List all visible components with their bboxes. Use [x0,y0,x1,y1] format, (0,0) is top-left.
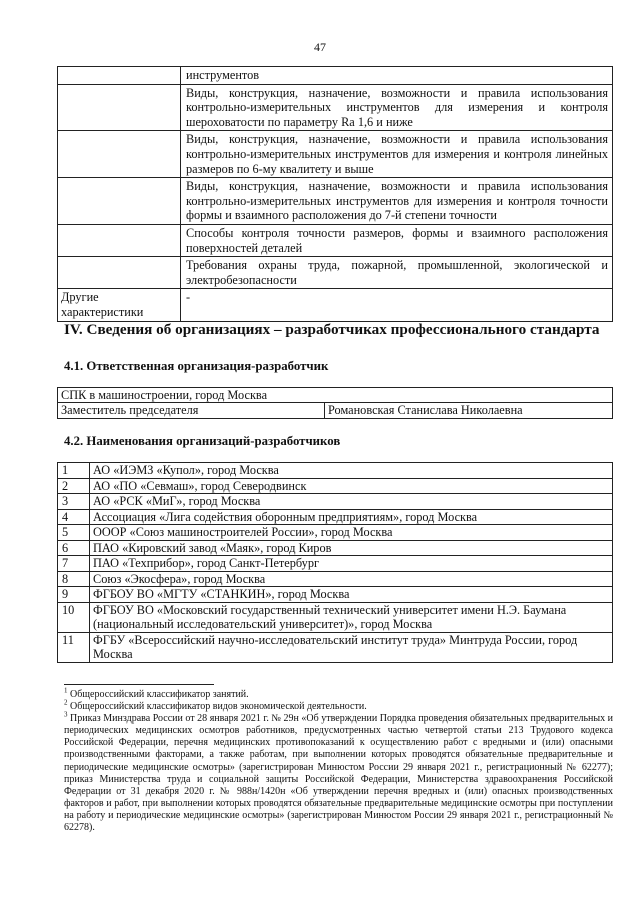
table-row [58,632,613,662]
table-row [58,525,613,541]
table-row [58,478,613,494]
table-row [58,494,613,510]
row-number: 2 [58,478,90,494]
representative-position: Заместитель председателя [58,403,325,418]
subsection-title: 4.1. Ответственная организация-разработчик [64,359,329,373]
table-row [58,587,613,603]
row-number: 10 [58,602,90,632]
organization-name: ФГБУ «Всероссийский научно-исследовательский институт труда» Минтруда России, город Москва [90,632,613,662]
row-number: 8 [58,571,90,587]
table-cell-text: Способы контроля точности размеров, формы и взаимного расположения поверхностей деталей [181,224,613,256]
table-row [58,602,613,632]
row-number: 4 [58,509,90,525]
footnote-text: Общероссийский классификатор занятий. [67,689,249,700]
footnote [64,698,613,713]
table-row [58,224,613,256]
table-cell-text: инструментов [181,67,613,85]
table-cell-label [58,67,181,85]
table-row [58,131,613,178]
table-row [58,540,613,556]
organization-name: ФГБОУ ВО «Московский государственный технический университет имени Н.Э. Баумана (национальный исследовательский университет)», город Москва [90,602,613,632]
footnote-text: Приказ Минздрава России от 28 января 2021 г. № 29н «Об утверждении Порядка проведения обязательных предварительных и периодических медицинских осмотров работников, предусмотренных частью четвертой статьи 213 Трудового кодекса Российской Федерации, перечня медицинских противопоказаний к осуществлению работ с вредными и (или) опасными производственными факторами, а также работам, при выполнении которых проводятся обязательные предварительные и периодические медицинские осмотры» (зарегистрирован Минюстом России 29 января 2021 г., регистрационный № 62277); приказ Министерства труда и социальной защиты Российской Федерации, Министерства здравоохранения Российской Федерации от 31 декабря 2020 г. № 988н/1420н «Об утверждении перечня вредных и (или) опасных производственных факторов и работ, при выполнении которых проводятся обязательные предварительные медицинские осмотры при поступлении на работу и периодические медицинские осмотры» (зарегистрирован Минюстом России 29 января 2021 г., регистрационный № 62278). [64,713,613,834]
table-cell-text: - [181,289,613,321]
table-row [58,67,613,85]
developers-table [57,462,613,663]
organization-name: Союз «Экосфера», город Москва [90,571,613,587]
organization-name: Ассоциация «Лига содействия оборонным предприятиям», город Москва [90,509,613,525]
organization-name: АО «ИЭМЗ «Купол», город Москва [90,463,613,479]
representative-name: Романовская Станислава Николаевна [325,403,613,418]
table-cell-text: Виды, конструкция, назначение, возможности и правила использования контрольно-измерительных инструментов для измерения и контроля точности формы и взаимного расположения до 7-й степени точности [181,178,613,225]
organization-name: ФГБОУ ВО «МГТУ «СТАНКИН», город Москва [90,587,613,603]
table-cell-label [58,131,181,178]
table-cell-text: Виды, конструкция, назначение, возможности и правила использования контрольно-измерительных инструментов для измерения и контроля линейных размеров по 6-му квалитету и выше [181,131,613,178]
footnote-mark: 2 [64,698,68,707]
organization-name: ПАО «Техприбор», город Санкт-Петербург [90,556,613,572]
row-number: 6 [58,540,90,556]
table-row [58,556,613,572]
footnote-divider [64,684,214,685]
table-row [58,509,613,525]
organization-name: АО «РСК «МиГ», город Москва [90,494,613,510]
table-row [58,463,613,479]
subsection-title: 4.2. Наименования организаций-разработчиков [64,434,341,448]
table-row [58,178,613,225]
table-cell-text: Виды, конструкция, назначение, возможности и правила использования контрольно-измерительных инструментов для измерения и контроля шероховатости по параметру Ra 1,6 и ниже [181,84,613,131]
page-number: 47 [314,40,326,54]
table-cell-label [58,178,181,225]
row-number: 5 [58,525,90,541]
qualification-table [57,66,613,322]
table-row [58,289,613,321]
table-row [58,388,613,403]
responsible-organization-table [57,387,613,419]
footnotes [64,686,613,834]
row-number: 1 [58,463,90,479]
organization-name: СПК в машиностроении, город Москва [58,388,613,403]
table-cell-label [58,257,181,289]
organization-name: ПАО «Кировский завод «Маяк», город Киров [90,540,613,556]
footnote-text: Общероссийский классификатор видов экономической деятельности. [67,701,367,713]
row-number: 9 [58,587,90,603]
footnote-mark: 3 [64,710,68,719]
table-cell-label: Другие характеристики [58,289,181,321]
organization-name: АО «ПО «Севмаш», город Северодвинск [90,478,613,494]
table-row [58,571,613,587]
footnote [64,686,613,701]
footnote-mark: 1 [64,686,68,695]
table-cell-label [58,224,181,256]
table-row [58,84,613,131]
row-number: 11 [58,632,90,662]
organization-name: ОООР «Союз машиностроителей России», город Москва [90,525,613,541]
section-title: IV. Сведения об организациях – разработчиках профессионального стандарта [64,321,600,338]
table-row [58,403,613,418]
row-number: 7 [58,556,90,572]
table-row [58,257,613,289]
footnote [64,710,613,834]
table-cell-label [58,84,181,131]
row-number: 3 [58,494,90,510]
table-cell-text: Требования охраны труда, пожарной, промышленной, экологической и электробезопасности [181,257,613,289]
